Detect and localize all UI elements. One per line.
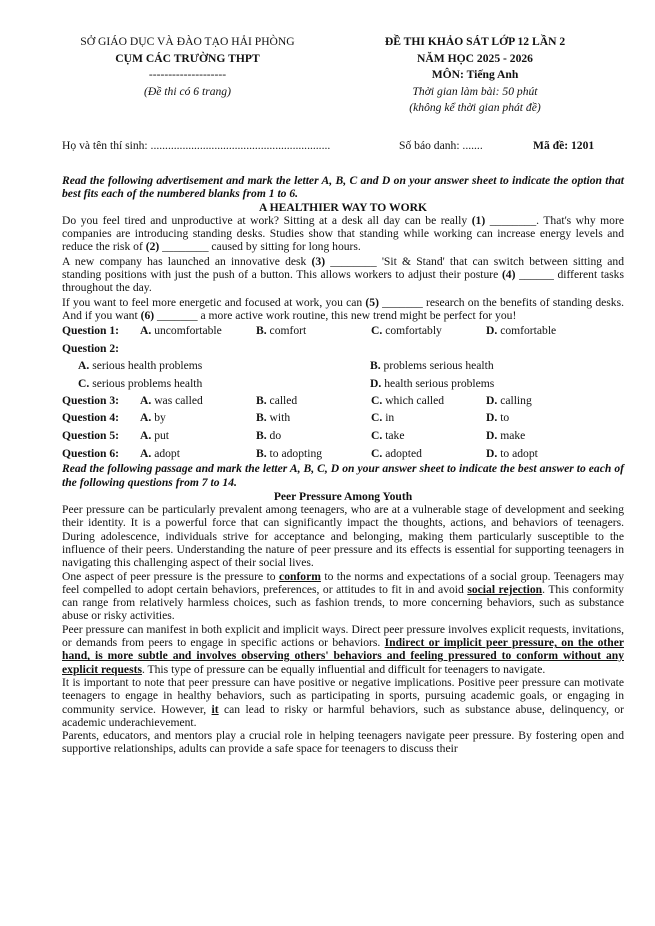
question-2-options-ab (62, 357, 624, 374)
question-label: Question 1: (62, 324, 120, 338)
blank-number-1: (1) (471, 213, 486, 227)
option-letter: B. (256, 324, 267, 338)
option-letter: D. (486, 411, 498, 425)
text: ________ caused by sitting for long hours. (159, 240, 361, 254)
option-letter: C. (371, 411, 383, 425)
option-c[interactable] (371, 324, 442, 337)
text: If you want to feel more energetic and focused at work, you can (62, 295, 366, 309)
passage-paragraph-5: Parents, educators, and mentors play a crucial role in helping teenagers navigate peer pressure. By fostering open and supportive relationships, adults can provide a safe space for teenagers to discuss their (62, 729, 624, 756)
option-text: with (269, 411, 291, 425)
underlined-word-conform: conform (279, 569, 321, 583)
option-b[interactable] (256, 447, 322, 460)
option-letter: D. (486, 393, 498, 407)
blank-number-4: (4) (501, 268, 516, 282)
option-d[interactable] (370, 377, 494, 390)
option-a[interactable] (140, 429, 169, 442)
blank-number-3: (3) (311, 254, 326, 268)
question-4 (62, 409, 624, 427)
header-divider: -------------------- (148, 68, 227, 81)
exam-header (0, 34, 655, 124)
option-text: comfortably (385, 324, 442, 338)
option-text: serious health problems (92, 359, 203, 373)
text: _______ research on the benefits of standing desks. And if you want (62, 295, 624, 322)
option-a[interactable] (140, 447, 180, 460)
question-2 (62, 340, 624, 358)
option-a[interactable] (78, 359, 202, 372)
option-letter: C. (371, 429, 383, 443)
text: . This conformity can range from relatively harmless choices, such as fashion trends, to more concerning behaviors, such as substance abuse or risky activities. (62, 582, 624, 623)
option-c[interactable] (371, 394, 444, 407)
question-label: Question 2: (62, 341, 120, 355)
text: . This type of pressure can be equally influential and difficult for teenagers to navigate. (141, 662, 546, 676)
department-name: SỞ GIÁO DỤC VÀ ĐÀO TẠO HẢI PHÒNG (80, 35, 295, 48)
blank-number-5: (5) (365, 295, 379, 309)
passage-title: Peer Pressure Among Youth (273, 489, 413, 503)
question-label: Question 5: (62, 429, 120, 443)
passage-paragraph-2 (62, 570, 624, 623)
option-b[interactable] (256, 394, 297, 407)
option-a[interactable] (140, 411, 166, 424)
question-1 (62, 322, 624, 340)
underlined-sentence: Indirect or implicit peer pressure, on the other hand, is more subtle and involves observing others' behaviors and feeling pressured to conform without any explicit requests (62, 636, 624, 676)
option-text: serious problems health (92, 376, 203, 390)
school-cluster: CỤM CÁC TRƯỜNG THPT (115, 51, 260, 65)
option-d[interactable] (486, 429, 525, 442)
advert-paragraph-3 (62, 296, 624, 323)
option-a[interactable] (140, 324, 222, 337)
blank-number-2: (2) (145, 240, 160, 254)
option-c[interactable] (78, 377, 202, 390)
question-label: Question 4: (62, 411, 120, 425)
advert-paragraph-2 (62, 255, 624, 295)
option-letter: D. (486, 324, 498, 338)
time-limit: Thời gian làm bài: 50 phút (412, 84, 538, 98)
exam-code: Mã đề: 1201 (533, 139, 595, 152)
option-letter: D. (486, 429, 498, 443)
option-text: to adopting (269, 446, 323, 460)
option-letter: B. (256, 429, 267, 443)
candidate-name-field[interactable]: Họ và tên thí sinh: .............................................................. (62, 139, 331, 152)
option-d[interactable] (486, 394, 532, 407)
option-letter: C. (371, 324, 383, 338)
underlined-phrase-social-rejection: social rejection (467, 582, 543, 596)
option-d[interactable] (486, 324, 556, 337)
option-b[interactable] (256, 411, 290, 424)
question-label: Question 6: (62, 446, 120, 460)
option-letter: A. (78, 359, 90, 373)
option-b[interactable] (256, 324, 306, 337)
passage-paragraph-3 (62, 623, 624, 676)
blank-number-6: (6) (140, 308, 155, 322)
option-letter: D. (486, 446, 498, 460)
option-c[interactable] (371, 411, 394, 424)
option-b[interactable] (256, 429, 281, 442)
option-letter: B. (256, 393, 267, 407)
option-c[interactable] (371, 429, 405, 442)
option-text: to adopt (500, 446, 538, 460)
option-d[interactable] (486, 447, 538, 460)
option-text: comfortable (500, 324, 557, 338)
option-letter: A. (140, 411, 152, 425)
exam-title: ĐỀ THI KHẢO SÁT LỚP 12 LẦN 2 (384, 35, 566, 48)
option-text: calling (500, 393, 532, 407)
option-text: by (154, 411, 166, 425)
text: It is important to note that peer pressure can have positive or negative implications. Positive peer pressure can motivate teenagers to engage in healthy behaviors, such as participating in sports, pursuing academic goals, or engaging in community service. However, (62, 675, 624, 716)
advert-paragraph-1 (62, 214, 624, 254)
section2-instruction: Read the following passage and mark the letter A, B, C, D on your answer sheet to indicate the best answer to each of the following questions from 7 to 14. (62, 462, 624, 489)
option-letter: D. (370, 376, 382, 390)
candidate-info (62, 139, 622, 155)
option-letter: A. (140, 446, 152, 460)
option-letter: B. (256, 446, 267, 460)
option-letter: A. (140, 429, 152, 443)
text: can lead to risky or harmful behaviors, such as substance abuse, delinquency, or academic underachievement. (62, 702, 624, 729)
advert-title: A HEALTHIER WAY TO WORK (259, 200, 427, 214)
text: ________. That's why more companies are introducing standing desks. Studies show that standing while working can increase energy levels and reduce the risk of (62, 213, 624, 254)
option-letter: C. (371, 393, 383, 407)
question-6 (62, 445, 624, 463)
option-text: to (500, 411, 510, 425)
option-c[interactable] (371, 447, 422, 460)
text: _______ a more active work routine, this new trend might be perfect for you! (154, 308, 517, 322)
text: to the norms and expectations of a social group. Teenagers may feel compelled to adopt certain behaviors, preferences, or attitudes to fit in and avoid (62, 569, 624, 596)
option-text: adopted (385, 446, 422, 460)
text: ________ 'Sit & Stand' that can switch between sitting and standing positions with just the push of a button. This allows workers to adjust their posture (62, 254, 624, 282)
text: ______ different tasks throughout the day. (62, 268, 624, 295)
underlined-word-it: it (211, 702, 219, 716)
question-2-options-cd (62, 375, 624, 392)
option-text: called (269, 393, 298, 407)
option-d[interactable] (486, 411, 509, 424)
question-5 (62, 427, 624, 445)
option-text: take (385, 429, 405, 443)
header-right (345, 34, 605, 117)
text: One aspect of peer pressure is the pressure to (62, 569, 280, 583)
exam-body (62, 174, 624, 756)
page-count-note: (Đề thi có 6 trang) (144, 84, 231, 98)
option-text: adopt (154, 446, 180, 460)
text: Peer pressure can manifest in both explicit and implicit ways. Direct peer pressure involves explicit requests, invitations, or demands from peers to engage in specific actions or behaviors. (62, 622, 624, 650)
option-letter: C. (78, 376, 90, 390)
option-text: make (500, 429, 526, 443)
option-a[interactable] (140, 394, 203, 407)
option-text: uncomfortable (154, 324, 222, 338)
text: Do you feel tired and unproductive at work? Sitting at a desk all day can be really (62, 213, 472, 227)
time-note: (không kể thời gian phát đề) (409, 101, 541, 114)
option-letter: B. (256, 411, 267, 425)
section1-instruction: Read the following advertisement and mark the letter A, B, C and D on your answer sheet to indicate the option that best fits each of the numbered blanks from 1 to 6. (62, 174, 624, 201)
option-text: problems serious health (383, 359, 494, 373)
school-year: NĂM HỌC 2025 - 2026 (417, 51, 533, 65)
option-letter: A. (140, 324, 152, 338)
question-3 (62, 392, 624, 410)
option-b[interactable] (370, 359, 494, 372)
candidate-id-field[interactable]: Số báo danh: ....... (399, 139, 483, 152)
option-text: comfort (269, 324, 307, 338)
option-text: in (385, 411, 395, 425)
option-text: do (269, 429, 282, 443)
question-label: Question 3: (62, 393, 120, 407)
text: A new company has launched an innovative desk (62, 254, 312, 268)
subject: MÔN: Tiếng Anh (431, 68, 519, 81)
option-text: which called (385, 393, 445, 407)
passage-paragraph-1: Peer pressure can be particularly prevalent among teenagers, who are at a vulnerable stage of development and seeking their identity. It is a powerful force that can significantly impact the thoughts, actions, and behaviors of teenagers. During adolescence, individuals strive for acceptance and belonging, making them particularly susceptible to the influence of their peers. Understanding the nature of peer pressure and its effects is essential for supporting teenagers in navigating this challenging aspect of their social lives. (62, 503, 624, 570)
option-letter: A. (140, 393, 152, 407)
option-letter: C. (371, 446, 383, 460)
header-left (55, 34, 320, 100)
option-text: health serious problems (384, 376, 495, 390)
option-text: was called (154, 393, 203, 407)
passage-paragraph-4 (62, 676, 624, 729)
option-text: put (154, 429, 170, 443)
option-letter: B. (370, 359, 381, 373)
